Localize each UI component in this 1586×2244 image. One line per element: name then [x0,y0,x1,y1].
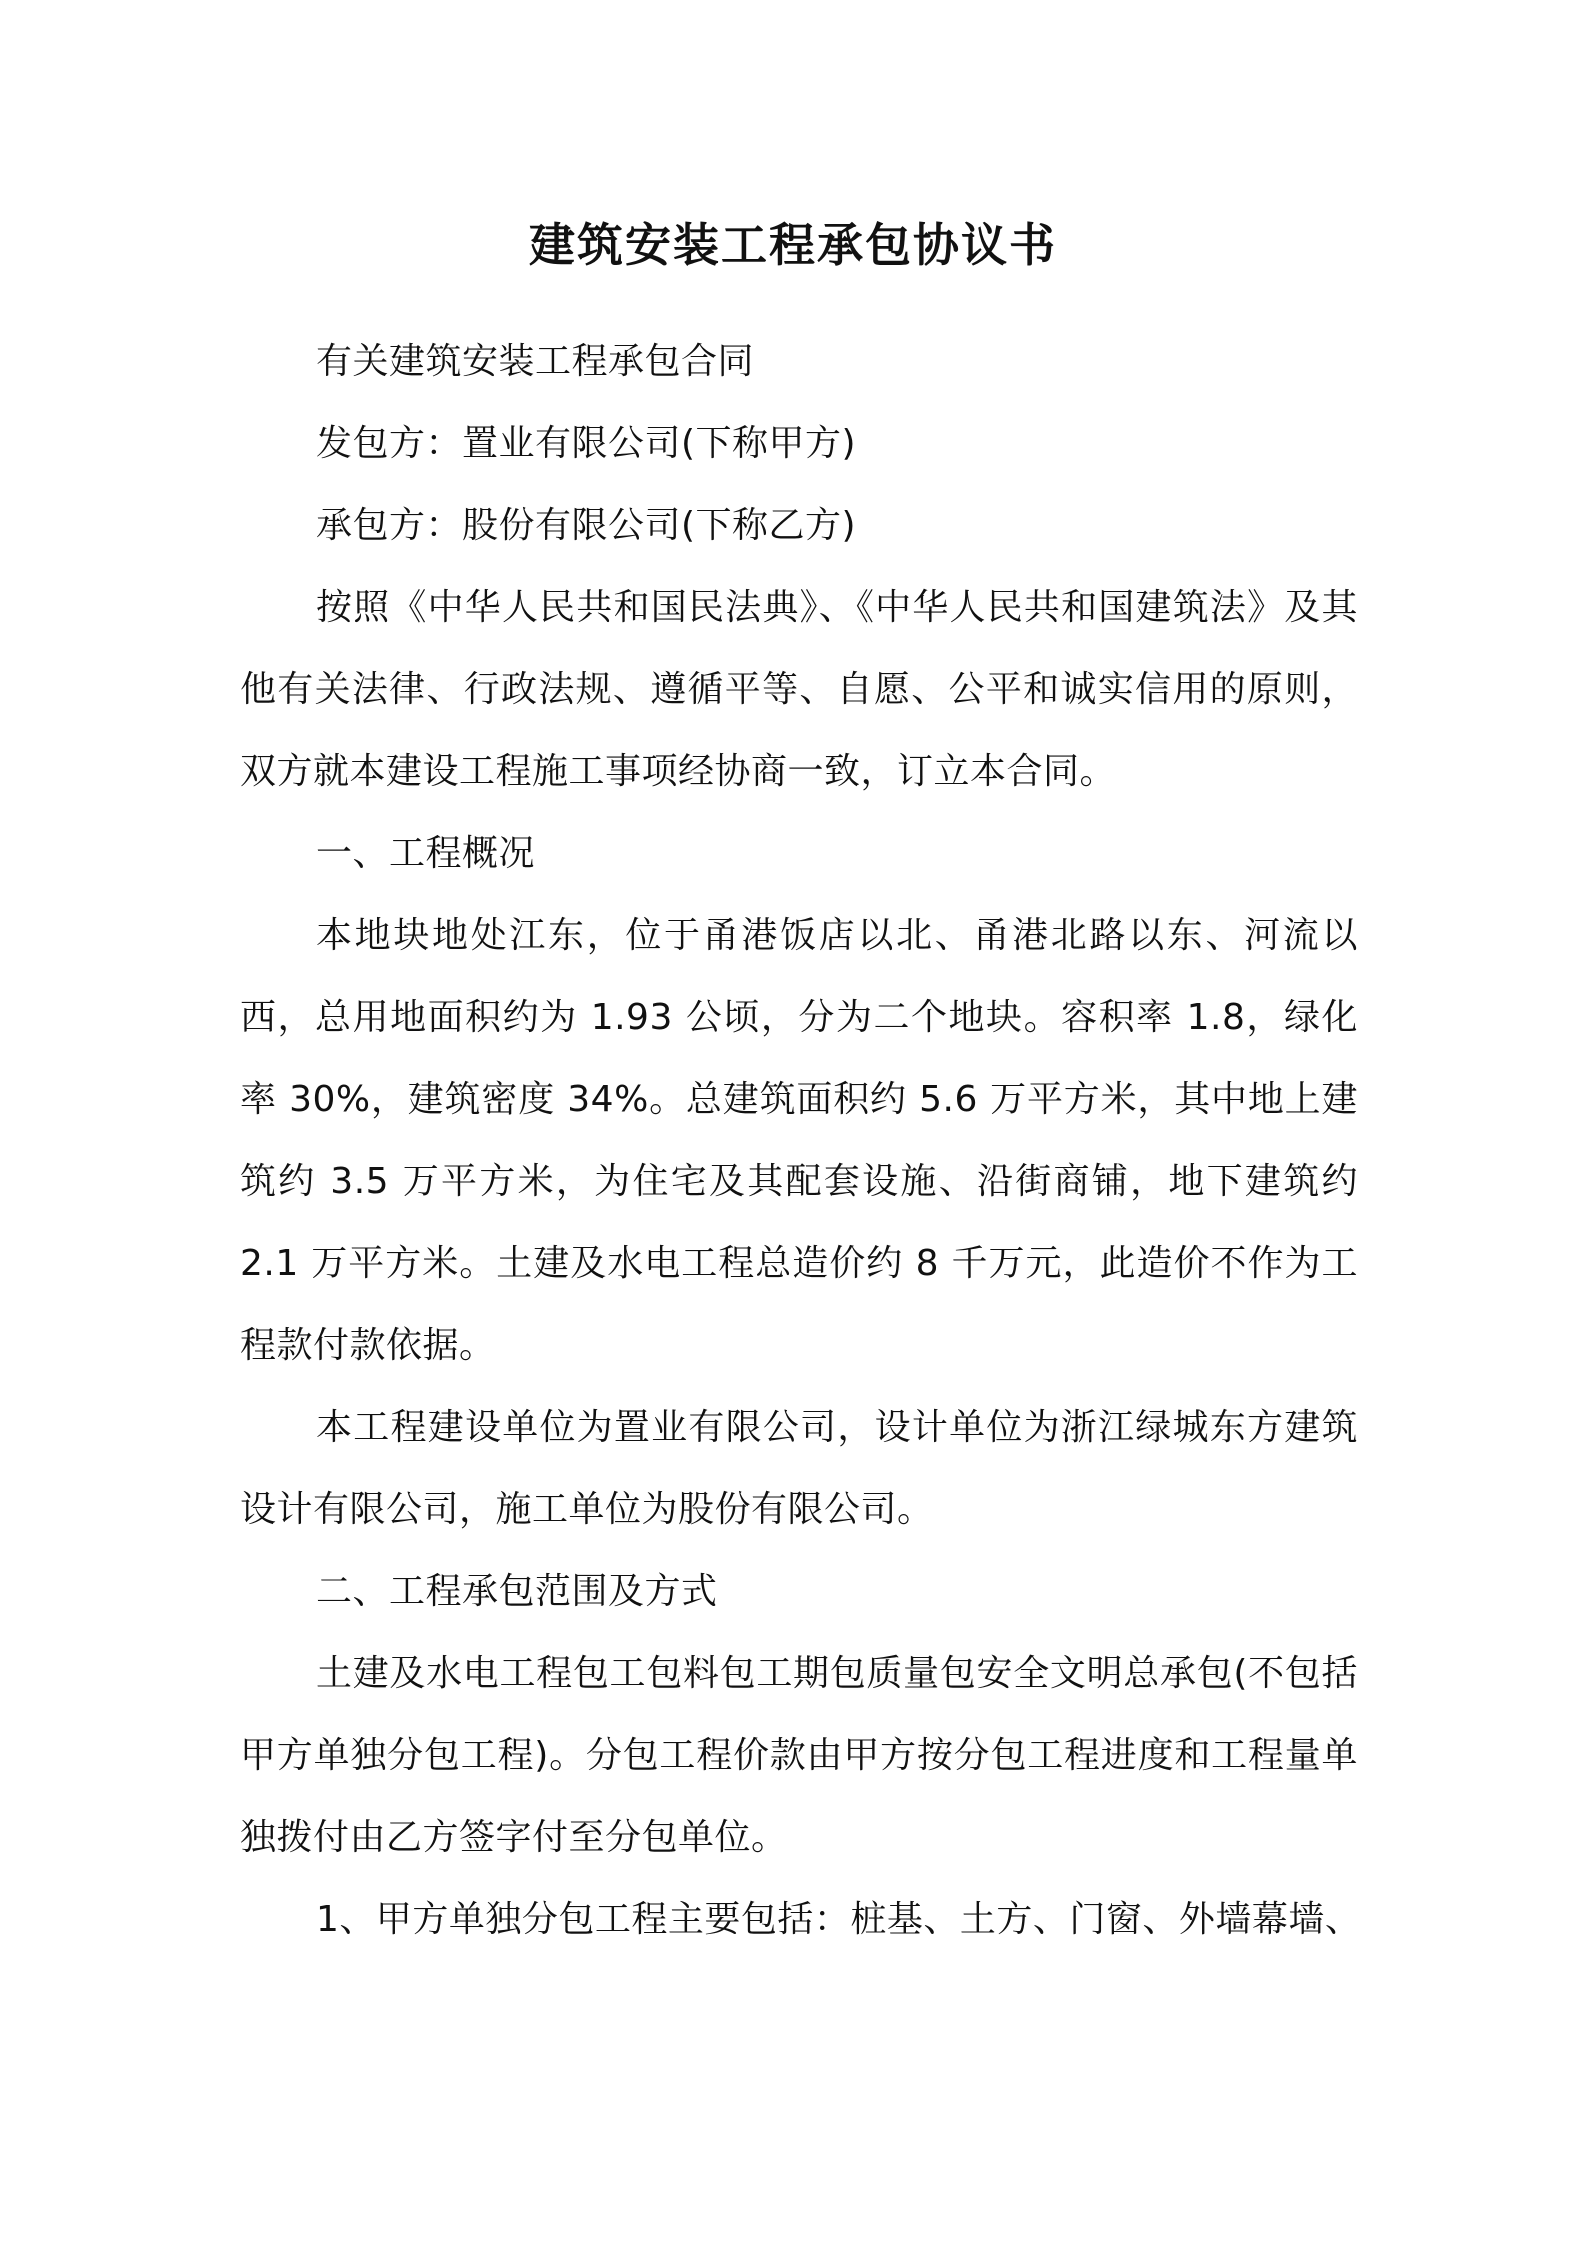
paragraph-party-b: 承包方：股份有限公司(下称乙方) [316,505,857,546]
paragraph-contract-name: 有关建筑安装工程承包合同 [316,341,755,382]
paragraph-legal-basis: 按照《中华人民共和国民法典》、《中华人民共和国建筑法》及其他有关法律、行政法规、遵循平等、自愿、公平和诚实信用的原则，双方就本建设工程施工事项经协商一致，订立本合同。 [240,587,1358,792]
heading-contract-scope: 二、工程承包范围及方式 [316,1571,718,1612]
paragraph-contract-scope: 土建及水电工程包工包料包工期包质量包安全文明总承包(不包括甲方单独分包工程)。分包工程价款由甲方按分包工程进度和工程量单独拨付由乙方签字付至分包单位。 [240,1653,1358,1858]
paragraph-separate-subcontract: 1、甲方单独分包工程主要包括：桩基、土方、门窗、外墙幕墙、 [316,1899,1362,1940]
paragraph-project-units: 本工程建设单位为置业有限公司，设计单位为浙江绿城东方建筑设计有限公司，施工单位为股份有限公司。 [240,1407,1358,1530]
paragraph-party-a: 发包方：置业有限公司(下称甲方) [316,423,857,464]
heading-project-overview: 一、工程概况 [316,833,536,874]
document-title: 建筑安装工程承包协议书 [529,218,1057,272]
paragraph-project-overview: 本地块地处江东，位于甬港饭店以北、甬港北路以东、河流以西，总用地面积约为 1.93 公顷，分为二个地块。容积率 1.8，绿化率 30%，建筑密度 34%。总建筑面积约 5.6 万平方米，其中地上建筑约 3.5 万平方米，为住宅及其配套设施、沿街商铺，地下建筑约 2.1 万平方米。土建及水电工程总造价约 8 千万元，此造价不作为工程款付款依据。 [240,915,1358,1366]
